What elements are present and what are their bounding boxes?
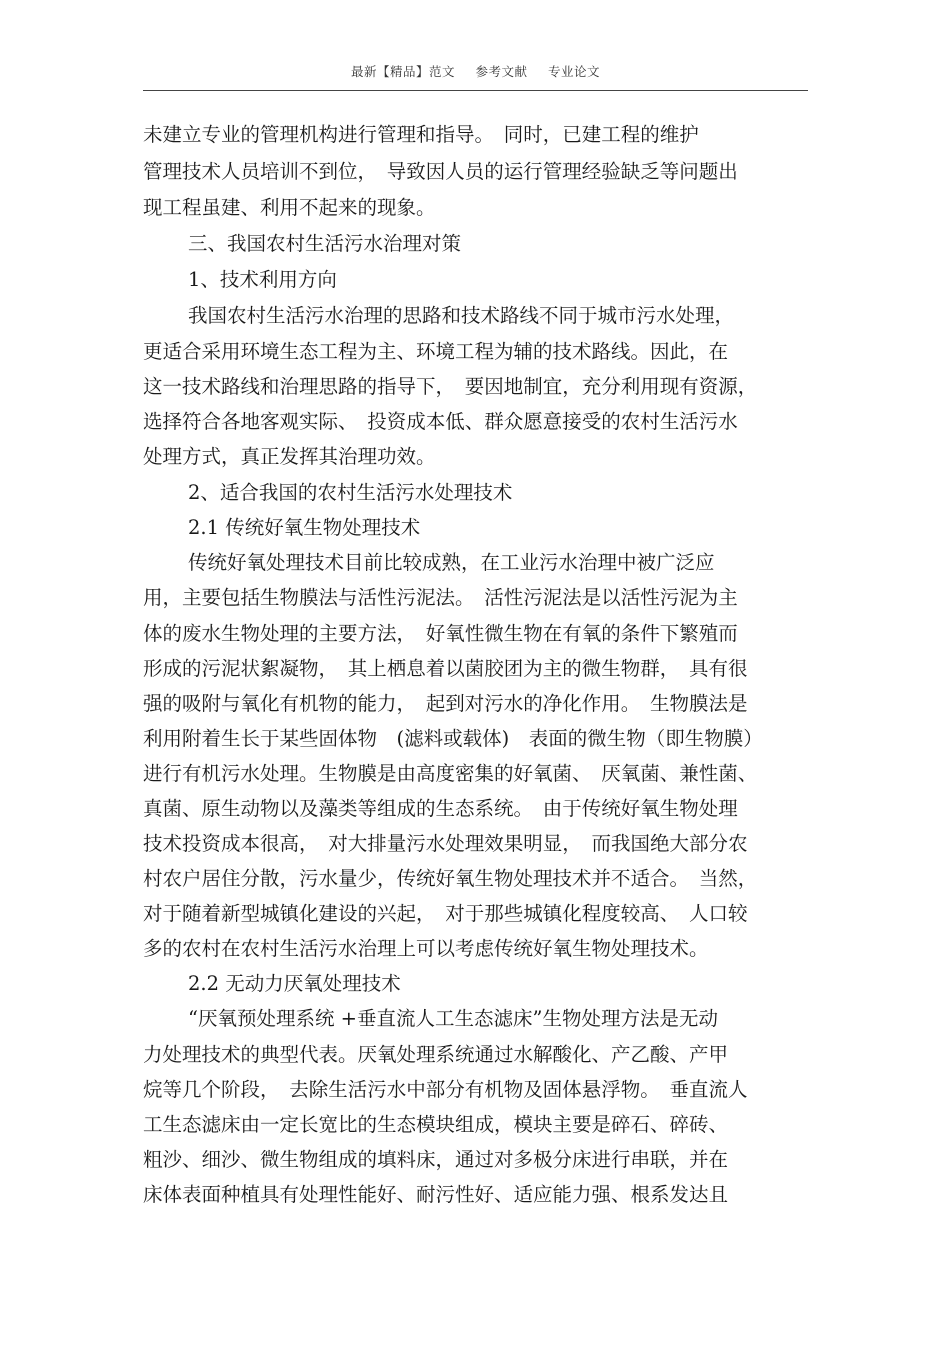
text-line: 对于随着新型城镇化建设的兴起， 对于那些城镇化程度较高、 人口较 [143,902,748,925]
header-divider [143,90,808,91]
text-line: 管理技术人员培训不到位， 导致因人员的运行管理经验缺乏等问题出 [143,160,738,183]
text-line: 力处理技术的典型代表。厌氧处理系统通过水解酸化、产乙酸、产甲 [143,1043,729,1066]
text-line: 技术投资成本很高， 对大排量污水处理效果明显， 而我国绝大部分农 [143,832,748,855]
text-line: 烷等几个阶段， 去除生活污水中部分有机物及固体悬浮物。 垂直流人 [143,1078,748,1101]
text-line: 现工程虽建、利用不起来的现象。 [143,196,436,219]
text-line: 处理方式，真正发挥其治理功效。 [143,445,436,468]
text-line: 多的农村在农村生活污水治理上可以考虑传统好氧生物处理技术。 [143,937,709,960]
subsection-heading: 2.1 传统好氧生物处理技术 [188,516,421,539]
text-line: 未建立专业的管理机构进行管理和指导。 同时，已建工程的维护 [143,123,699,146]
subsection-heading: 1、技术利用方向 [188,268,337,291]
section-heading: 三、我国农村生活污水治理对策 [188,232,462,255]
text-line: 体的废水生物处理的主要方法， 好氧性微生物在有氧的条件下繁殖而 [143,622,738,645]
text-line: 村农户居住分散，污水量少，传统好氧生物处理技术并不适合。 当然， [143,867,758,890]
text-line: 真菌、原生动物以及藻类等组成的生态系统。 由于传统好氧生物处理 [143,797,738,820]
text-line: 我国农村生活污水治理的思路和技术路线不同于城市污水处理， [188,304,735,327]
page-header [143,62,808,80]
text-line: 这一技术路线和治理思路的指导下， 要因地制宜，充分利用现有资源， [143,375,758,398]
text-line: 利用附着生长于某些固体物 (滤料或载体) 表面的微生物（即生物膜） [143,727,763,750]
text-line: 强的吸附与氧化有机物的能力， 起到对污水的净化作用。 生物膜法是 [143,692,748,715]
text-line: 床体表面种植具有处理性能好、耐污性好、适应能力强、根系发达且 [143,1183,729,1206]
text-line: 选择符合各地客观实际、 投资成本低、群众愿意接受的农村生活污水 [143,410,738,433]
text-line: 用，主要包括生物膜法与活性污泥法。 活性污泥法是以活性污泥为主 [143,586,738,609]
text-line: 粗沙、细沙、微生物组成的填料床，通过对多极分床进行串联，并在 [143,1148,729,1171]
subsection-heading: 2.2 无动力厌氧处理技术 [188,972,401,995]
text-line: 形成的污泥状絮凝物， 其上栖息着以菌胶团为主的微生物群， 具有很 [143,657,748,680]
text-line: “厌氧预处理系统 +垂直流人工生态滤床”生物处理方法是无动 [188,1007,718,1030]
text-line: 传统好氧处理技术目前比较成熟，在工业污水治理中被广泛应 [188,551,715,574]
header-middle-text: 参考文献 [475,64,528,79]
text-line: 工生态滤床由一定长宽比的生态模块组成，模块主要是碎石、碎砖、 [143,1113,729,1136]
header-left-text: 最新【精品】范文 [350,64,455,79]
subsection-heading: 2、适合我国的农村生活污水处理技术 [188,481,513,504]
text-line: 更适合采用环境生态工程为主、环境工程为辅的技术路线。因此，在 [143,340,729,363]
text-line: 进行有机污水处理。生物膜是由高度密集的好氧菌、 厌氧菌、兼性菌、 [143,762,758,785]
header-right-text: 专业论文 [547,64,600,79]
